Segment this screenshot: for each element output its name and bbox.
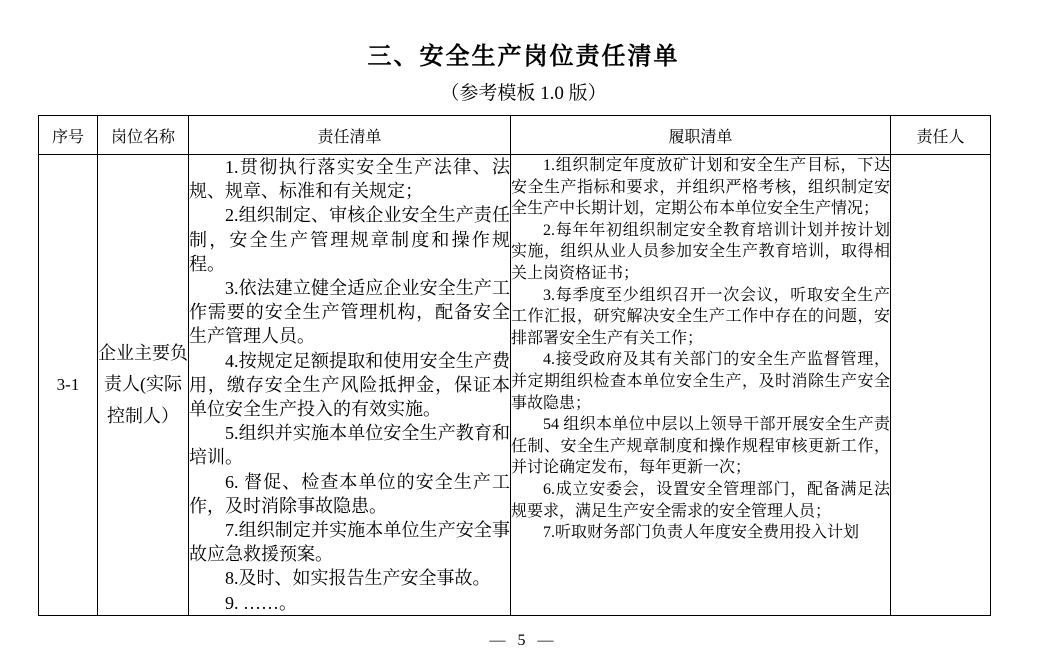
page-title: 三、安全生产岗位责任清单 xyxy=(367,44,680,70)
performance-item: 7.听取财务部门负责人年度安全费用投入计划 xyxy=(543,524,860,542)
header-responsible-person: 责任人 xyxy=(891,116,991,155)
performance-item: 54 组织本单位中层以上领导干部开展安全生产责任制、安全生产规章制度和操作规程审核更新工作，并讨论确定发布，每年更新一次； xyxy=(511,416,890,477)
cell-serial-number: 3-1 xyxy=(39,155,98,616)
performance-item: 3.每季度至少组织召开一次会议，听取安全生产工作汇报，研究解决安全生产工作中存在的问题，安排部署安全生产有关工作； xyxy=(511,286,890,347)
performance-item: 1.组织制定年度放矿计划和安全生产目标，下达安全生产指标和要求，并组织严格考核，组织制定安全生产中长期计划，定期公布本单位安全生产情况； xyxy=(511,157,890,218)
performance-item: 2.每年年初组织制定安全教育培训计划并按计划实施，组织从业人员参加安全生产教育培训，取得相关上岗资格证书； xyxy=(511,221,890,282)
duty-item: 7.组织制定并实施本单位生产安全事故应急救援预案。 xyxy=(189,520,510,565)
cell-responsible-person xyxy=(891,155,991,616)
duty-item: 4.按规定足额提取和使用安全生产费用，缴存安全生产风险抵押金，保证本单位安全生产投入的有效实施。 xyxy=(189,350,510,420)
cell-duty-list xyxy=(189,155,511,616)
table-header-row xyxy=(39,116,991,155)
performance-item: 4.接受政府及其有关部门的安全生产监督管理，并定期组织检查本单位安全生产，及时消除生产安全事故隐患； xyxy=(511,351,890,412)
duty-item: 8.及时、如实报告生产安全事故。 xyxy=(225,568,491,589)
header-performance-list: 履职清单 xyxy=(511,116,891,155)
responsibility-table xyxy=(38,115,991,616)
header-post-name: 岗位名称 xyxy=(98,116,189,155)
performance-item: 6.成立安委会，设置安全管理部门，配备满足法规要求，满足生产安全需求的安全管理人员； xyxy=(511,480,890,520)
cell-performance-list xyxy=(511,155,891,616)
duty-item: 2.组织制定、审核企业安全生产责任制，安全生产管理规章制度和操作规程。 xyxy=(189,205,510,274)
duty-item: 3.依法建立健全适应企业安全生产工作需要的安全生产管理机构，配备安全生产管理人员。 xyxy=(189,278,510,347)
table-row xyxy=(39,155,991,616)
duty-item: 5.组织并实施本单位安全生产教育和培训。 xyxy=(189,423,510,468)
duty-item: 6. 督促、检查本单位的安全生产工作，及时消除事故隐患。 xyxy=(189,471,510,516)
header-duty-list: 责任清单 xyxy=(189,116,511,155)
cell-post-name: 企业主要负责人(实际控制人） xyxy=(98,155,189,616)
duty-item: 9. ……。 xyxy=(225,592,297,613)
page-subtitle: （参考模板 1.0 版） xyxy=(440,83,607,104)
duty-item: 1.贯彻执行落实安全生产法律、法规、规章、标准和有关规定； xyxy=(189,157,510,202)
header-serial-number: 序号 xyxy=(39,116,98,155)
page-number: — 5 — xyxy=(489,631,558,649)
